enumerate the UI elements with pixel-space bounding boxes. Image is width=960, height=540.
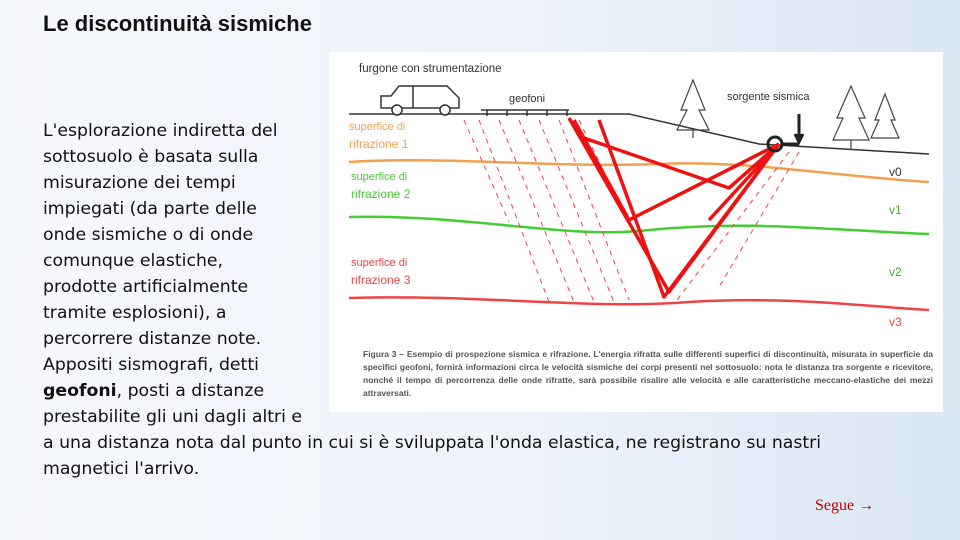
velocity-v2: v2 xyxy=(889,265,902,279)
velocity-v0: v0 xyxy=(889,165,902,179)
geophones-label: geofoni xyxy=(509,93,546,105)
velocity-v1: v1 xyxy=(889,203,902,217)
text-line: magnetici l'arrivo. xyxy=(43,459,200,479)
next-slide-link[interactable] xyxy=(815,497,874,515)
geophones-icon xyxy=(481,110,569,116)
layer1-label-a: superfice di xyxy=(349,121,406,133)
layer3-label-b: rifrazione 3 xyxy=(351,273,411,287)
layer2-label-b: rifrazione 2 xyxy=(351,187,411,201)
truck-label: furgone con strumentazione xyxy=(359,63,502,75)
text-fragment: , posti a distanze xyxy=(116,381,265,401)
body-paragraph xyxy=(43,118,893,482)
text-line: prodotte artificialmente xyxy=(43,277,249,297)
layer2-label-a: superfice di xyxy=(351,171,408,183)
figure-caption: Figura 3 – Esempio di prospezione sismica e rifrazione. L'energia rifratta sulle differenti superfici di discontinuità, misurata in superficie da specifici geofoni, fornirà informazioni circa le velocità sismiche dei corpi presenti nel sottosuolo: nota le distanza tra sorgente e ricevitore, nonché il tempo di percorrenza delle onde rifratte, sarà possibile risalire alle velocità e alle caratteristiche meccano-elastiche dei mezzi attraversati. xyxy=(363,349,933,398)
arrow-right-icon: → xyxy=(858,497,875,514)
segue-label: Segue xyxy=(815,497,855,514)
source-label: sorgente sismica xyxy=(727,91,810,103)
layer1-label-b: rifrazione 1 xyxy=(349,137,409,151)
geofoni-term: geofoni xyxy=(43,381,117,401)
text-line: tramite esplosioni), a xyxy=(43,303,227,323)
instrument-truck-icon xyxy=(381,86,459,115)
text-line: onde sismiche o di onde xyxy=(43,225,254,245)
layer3-label-a: superfice di xyxy=(351,257,408,269)
text-line: percorrere distanze note. xyxy=(43,329,262,349)
text-line: prestabilite gli uni dagli altri e xyxy=(43,407,303,427)
text-line xyxy=(43,378,893,404)
text-line: comunque elastiche, xyxy=(43,251,224,271)
text-line: L'esplorazione indiretta del xyxy=(43,121,278,141)
text-line: impiegati (da parte delle xyxy=(43,199,257,219)
velocity-v3: v3 xyxy=(889,315,902,329)
text-line: a una distanza nota dal punto in cui si è sviluppata l'onda elastica, ne registrano su nastri xyxy=(43,433,822,453)
text-line: Appositi sismografi, detti xyxy=(43,355,259,375)
slide-title: Le discontinuità sismiche xyxy=(43,11,312,36)
text-line: sottosuolo è basata sulla xyxy=(43,147,259,167)
text-line: misurazione dei tempi xyxy=(43,173,236,193)
